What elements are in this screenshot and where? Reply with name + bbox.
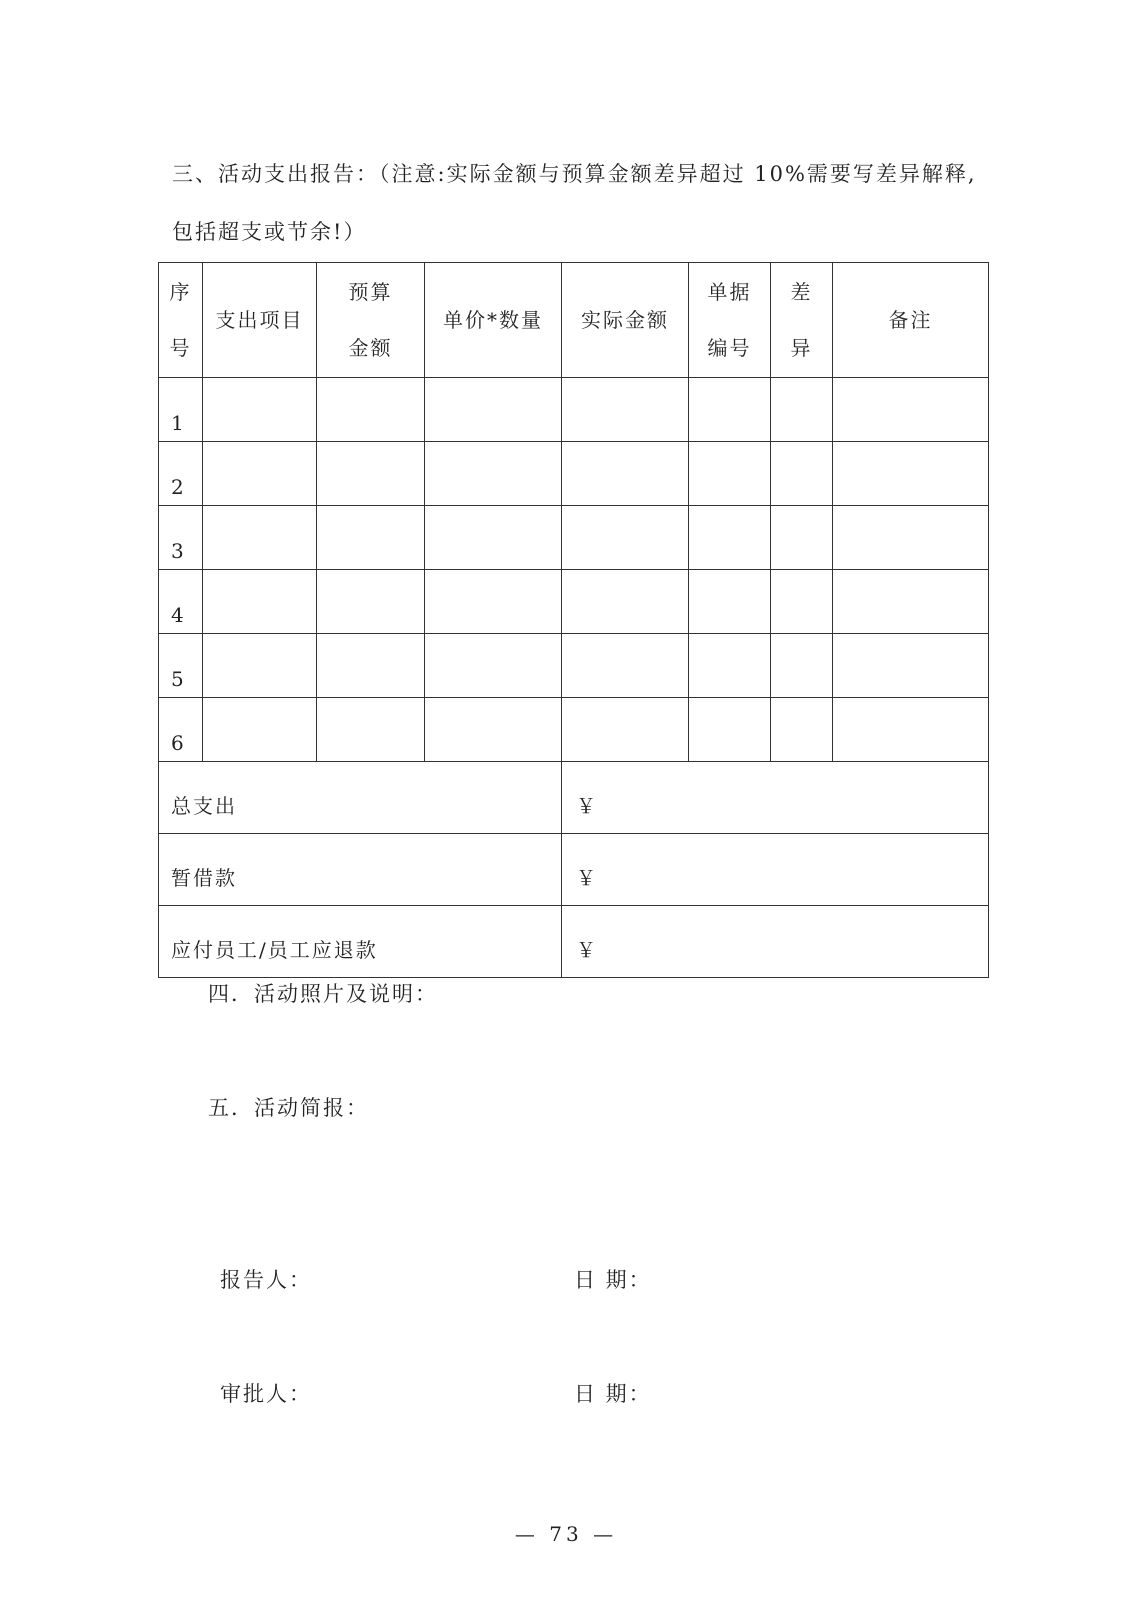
- cell-unit-qty[interactable]: [425, 378, 562, 442]
- cell-item[interactable]: [203, 442, 317, 506]
- cell-remark[interactable]: [833, 698, 989, 762]
- cell-actual[interactable]: [562, 378, 689, 442]
- summary-row-advance: [159, 834, 989, 906]
- header-budget-top: 预算: [348, 280, 393, 304]
- cell-remark[interactable]: [833, 378, 989, 442]
- cell-item[interactable]: [203, 634, 317, 698]
- cell-unit-qty[interactable]: [425, 442, 562, 506]
- cell-unit-qty[interactable]: [425, 570, 562, 634]
- cell-receipt[interactable]: [689, 506, 771, 570]
- row-number: 5: [159, 634, 203, 698]
- header-receipt-top: 单据: [707, 280, 752, 304]
- cell-actual[interactable]: [562, 570, 689, 634]
- cell-unit-qty[interactable]: [425, 506, 562, 570]
- cell-diff[interactable]: [771, 634, 833, 698]
- reporter-label: 报告人：: [220, 1268, 312, 1292]
- table-row: [159, 506, 989, 570]
- header-budget: [317, 263, 425, 378]
- header-diff-top: 差: [790, 280, 813, 304]
- cell-unit-qty[interactable]: [425, 634, 562, 698]
- table-row: [159, 570, 989, 634]
- cell-budget[interactable]: [317, 378, 425, 442]
- cell-diff[interactable]: [771, 570, 833, 634]
- cell-diff[interactable]: [771, 698, 833, 762]
- header-seq-bottom: 号: [169, 336, 192, 360]
- cell-item[interactable]: [203, 506, 317, 570]
- summary-row-total: [159, 762, 989, 834]
- header-diff: [771, 263, 833, 378]
- cell-budget[interactable]: [317, 570, 425, 634]
- summary-row-refund: [159, 906, 989, 978]
- expense-table: [158, 262, 989, 978]
- row-number: 3: [159, 506, 203, 570]
- summary-label-refund: 应付员工/员工应退款: [159, 906, 562, 978]
- header-actual: 实际金额: [562, 263, 689, 378]
- cell-budget[interactable]: [317, 634, 425, 698]
- cell-remark[interactable]: [833, 634, 989, 698]
- cell-actual[interactable]: [562, 442, 689, 506]
- cell-item[interactable]: [203, 378, 317, 442]
- table-row: [159, 378, 989, 442]
- header-receipt: [689, 263, 771, 378]
- cell-remark[interactable]: [833, 506, 989, 570]
- cell-actual[interactable]: [562, 698, 689, 762]
- cell-remark[interactable]: [833, 442, 989, 506]
- header-seq: [159, 263, 203, 378]
- row-number: 1: [159, 378, 203, 442]
- header-diff-bottom: 异: [790, 336, 813, 360]
- cell-budget[interactable]: [317, 506, 425, 570]
- header-unit-qty: 单价*数量: [425, 263, 562, 378]
- cell-diff[interactable]: [771, 442, 833, 506]
- cell-budget[interactable]: [317, 698, 425, 762]
- header-budget-bottom: 金额: [348, 336, 393, 360]
- cell-receipt[interactable]: [689, 570, 771, 634]
- summary-value-refund[interactable]: ￥: [562, 906, 989, 978]
- cell-item[interactable]: [203, 698, 317, 762]
- section3-heading-line2: 包括超支或节余!）: [172, 220, 367, 244]
- table-row: [159, 698, 989, 762]
- cell-remark[interactable]: [833, 570, 989, 634]
- cell-receipt[interactable]: [689, 378, 771, 442]
- table-row: [159, 442, 989, 506]
- cell-unit-qty[interactable]: [425, 698, 562, 762]
- cell-item[interactable]: [203, 570, 317, 634]
- page-number: — 73 —: [514, 1522, 618, 1546]
- summary-value-total[interactable]: ￥: [562, 762, 989, 834]
- table-row: [159, 634, 989, 698]
- cell-actual[interactable]: [562, 506, 689, 570]
- cell-diff[interactable]: [771, 506, 833, 570]
- reporter-date-label: 日 期：: [574, 1268, 652, 1292]
- header-item: 支出项目: [203, 263, 317, 378]
- approver-label: 审批人：: [220, 1382, 312, 1406]
- summary-value-advance[interactable]: ￥: [562, 834, 989, 906]
- row-number: 2: [159, 442, 203, 506]
- summary-label-advance: 暂借款: [159, 834, 562, 906]
- cell-receipt[interactable]: [689, 634, 771, 698]
- header-receipt-bottom: 编号: [707, 336, 752, 360]
- approver-date-label: 日 期：: [574, 1382, 652, 1406]
- header-remark: 备注: [833, 263, 989, 378]
- cell-actual[interactable]: [562, 634, 689, 698]
- section5-heading: 五．活动简报：: [208, 1096, 369, 1120]
- table-header-row: [159, 263, 989, 378]
- row-number: 4: [159, 570, 203, 634]
- cell-receipt[interactable]: [689, 442, 771, 506]
- section4-heading: 四．活动照片及说明：: [208, 982, 438, 1006]
- summary-label-total: 总支出: [159, 762, 562, 834]
- row-number: 6: [159, 698, 203, 762]
- cell-receipt[interactable]: [689, 698, 771, 762]
- section3-heading-line1: 三、活动支出报告：（注意:实际金额与预算金额差异超过 10%需要写差异解释,: [172, 162, 977, 186]
- cell-diff[interactable]: [771, 378, 833, 442]
- header-seq-top: 序: [169, 280, 192, 304]
- cell-budget[interactable]: [317, 442, 425, 506]
